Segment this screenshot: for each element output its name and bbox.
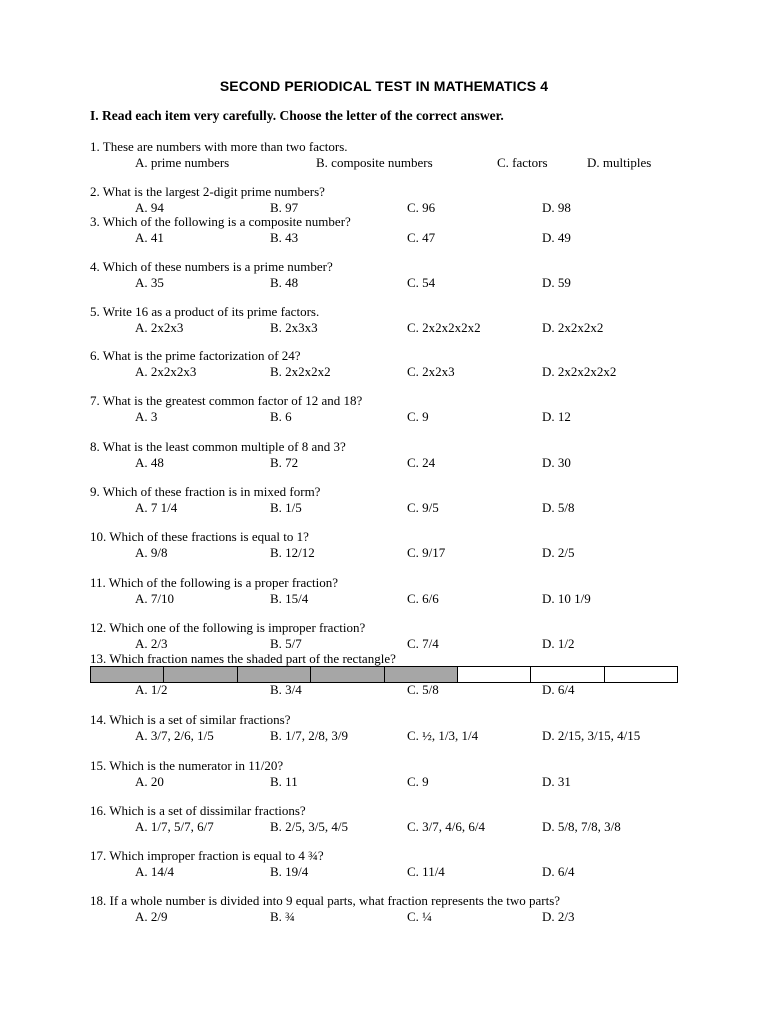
option-a: A. 2/3 (135, 636, 168, 651)
shaded-part (311, 667, 384, 682)
option-a: A. 7 1/4 (135, 500, 178, 515)
option-c: C. 9 (407, 774, 429, 789)
option-b: B. 2/5, 3/5, 4/5 (270, 819, 349, 834)
question-text: 15. Which is the numerator in 11/20? (90, 758, 284, 773)
option-d: D. 2x2x2x2 (542, 320, 604, 335)
question-text: 9. Which of these fraction is in mixed form? (90, 484, 321, 499)
answer-options (90, 409, 571, 425)
option-b: B. 72 (270, 455, 299, 470)
question-7 (90, 393, 571, 425)
option-a: A. 1/7, 5/7, 6/7 (135, 819, 214, 834)
question-text: 14. Which is a set of similar fractions? (90, 712, 291, 727)
option-d: D. 6/4 (542, 682, 575, 697)
option-c: C. 5/8 (407, 682, 439, 697)
option-a: A. 7/10 (135, 591, 174, 606)
option-b: B. 5/7 (270, 636, 302, 651)
option-d: D. 2x2x2x2x2 (542, 364, 617, 379)
option-a: A. 2/9 (135, 909, 168, 924)
option-c: C. 9/5 (407, 500, 439, 515)
answer-options (90, 591, 591, 607)
option-c: C. ½, 1/3, 1/4 (407, 728, 479, 743)
question-text: 16. Which is a set of dissimilar fractions? (90, 803, 306, 818)
option-d: D. 5/8, 7/8, 3/8 (542, 819, 621, 834)
option-a: A. 3 (135, 409, 158, 424)
question-5 (90, 304, 604, 336)
option-a: A. 2x2x3 (135, 320, 184, 335)
option-d: D. 30 (542, 455, 571, 470)
option-b: B. 1/7, 2/8, 3/9 (270, 728, 349, 743)
option-a: A. prime numbers (135, 155, 230, 170)
question-9 (90, 484, 575, 516)
option-c: C. 24 (407, 455, 436, 470)
option-a: A. 48 (135, 455, 164, 470)
question-11 (90, 575, 591, 607)
question-text: 17. Which improper fraction is equal to 4 ¾? (90, 848, 324, 863)
option-d: D. 1/2 (542, 636, 575, 651)
option-b: B. composite numbers (316, 155, 433, 170)
option-d: D. 10 1/9 (542, 591, 591, 606)
unshaded-part (458, 667, 531, 682)
question-text: 11. Which of the following is a proper fraction? (90, 575, 339, 590)
unshaded-part (531, 667, 604, 682)
option-a: A. 1/2 (135, 682, 168, 697)
answer-options (90, 864, 575, 880)
option-c: C. 6/6 (407, 591, 439, 606)
option-b: B. 19/4 (270, 864, 309, 879)
question-text: 7. What is the greatest common factor of 12 and 18? (90, 393, 363, 408)
option-d: D. 2/15, 3/15, 4/15 (542, 728, 641, 743)
question-text: 6. What is the prime factorization of 24? (90, 348, 301, 363)
option-b: B. 97 (270, 200, 299, 215)
option-a: A. 41 (135, 230, 164, 245)
option-b: B. 6 (270, 409, 292, 424)
option-d: D. 2/5 (542, 545, 575, 560)
option-c: C. 11/4 (407, 864, 445, 879)
option-b: B. ¾ (270, 909, 295, 924)
answer-options (90, 500, 575, 516)
shaded-part (164, 667, 237, 682)
option-a: A. 35 (135, 275, 164, 290)
page-title: SECOND PERIODICAL TEST IN MATHEMATICS 4 (219, 78, 549, 94)
question-text: 3. Which of the following is a composite number? (90, 214, 351, 229)
option-a: A. 9/8 (135, 545, 168, 560)
option-a: A. 94 (135, 200, 164, 215)
question-6 (90, 348, 617, 380)
option-a: A. 3/7, 2/6, 1/5 (135, 728, 214, 743)
answer-options (90, 455, 571, 471)
answer-options (90, 155, 652, 171)
shaded-part (91, 667, 164, 682)
option-b: B. 43 (270, 230, 299, 245)
option-b: B. 2x2x2x2 (270, 364, 331, 379)
answer-options (90, 819, 621, 835)
option-d: D. 2/3 (542, 909, 575, 924)
question-text: 12. Which one of the following is improper fraction? (90, 620, 366, 635)
answer-options (90, 636, 575, 652)
option-b: B. 48 (270, 275, 299, 290)
option-c: C. 96 (407, 200, 436, 215)
answer-options (90, 728, 641, 744)
question-16 (90, 803, 621, 835)
question-14 (90, 712, 641, 744)
answer-options (90, 230, 571, 246)
option-c: C. 9/17 (407, 545, 446, 560)
option-d: D. 6/4 (542, 864, 575, 879)
question-text: 1. These are numbers with more than two factors. (90, 139, 348, 154)
answer-options (90, 275, 571, 291)
answer-options (90, 909, 575, 925)
question-text: 4. Which of these numbers is a prime number? (90, 259, 333, 274)
option-d: D. 49 (542, 230, 571, 245)
question-text: 10. Which of these fractions is equal to 1? (90, 529, 309, 544)
option-b: B. 15/4 (270, 591, 309, 606)
answer-options (90, 774, 571, 790)
question-3 (90, 214, 571, 246)
option-c: C. 3/7, 4/6, 6/4 (407, 819, 486, 834)
shaded-part (385, 667, 458, 682)
question-text: 2. What is the largest 2-digit prime numbers? (90, 184, 325, 199)
answer-options (90, 364, 617, 380)
option-d: D. 59 (542, 275, 571, 290)
option-d: D. multiples (587, 155, 652, 170)
option-b: B. 12/12 (270, 545, 315, 560)
question-2 (90, 184, 571, 216)
question-text: 8. What is the least common multiple of 8 and 3? (90, 439, 346, 454)
unshaded-part (605, 667, 677, 682)
option-d: D. 98 (542, 200, 571, 215)
shaded-part (238, 667, 311, 682)
question-13 (90, 651, 396, 667)
option-a: A. 14/4 (135, 864, 174, 879)
option-d: D. 12 (542, 409, 571, 424)
question-text: 18. If a whole number is divided into 9 equal parts, what fraction represents the two parts? (90, 893, 561, 908)
option-c: C. 9 (407, 409, 429, 424)
option-a: A. 20 (135, 774, 164, 789)
option-b: B. 11 (270, 774, 298, 789)
question-12 (90, 620, 575, 652)
question-text: 5. Write 16 as a product of its prime factors. (90, 304, 320, 319)
option-c: C. 2x2x3 (407, 364, 455, 379)
option-a: A. 2x2x2x3 (135, 364, 197, 379)
question-8 (90, 439, 571, 471)
question-17 (90, 848, 575, 880)
question-1 (90, 139, 652, 171)
option-c: C. 2x2x2x2x2 (407, 320, 481, 335)
option-d: D. 31 (542, 774, 571, 789)
option-b: B. 2x3x3 (270, 320, 318, 335)
option-c: C. ¼ (407, 909, 432, 924)
option-c: C. 7/4 (407, 636, 439, 651)
option-c: C. factors (497, 155, 548, 170)
instructions: I. Read each item very carefully. Choose the letter of the correct answer. (90, 108, 504, 123)
fraction-rectangle (90, 666, 678, 683)
option-c: C. 47 (407, 230, 436, 245)
question-18 (90, 893, 575, 925)
question-text: 13. Which fraction names the shaded part of the rectangle? (90, 651, 396, 666)
question-15 (90, 758, 571, 790)
option-b: B. 1/5 (270, 500, 302, 515)
option-d: D. 5/8 (542, 500, 575, 515)
question-10 (90, 529, 575, 561)
option-c: C. 54 (407, 275, 436, 290)
question-4 (90, 259, 571, 291)
answer-options (90, 320, 604, 336)
answer-options (90, 545, 575, 561)
option-b: B. 3/4 (270, 682, 302, 697)
